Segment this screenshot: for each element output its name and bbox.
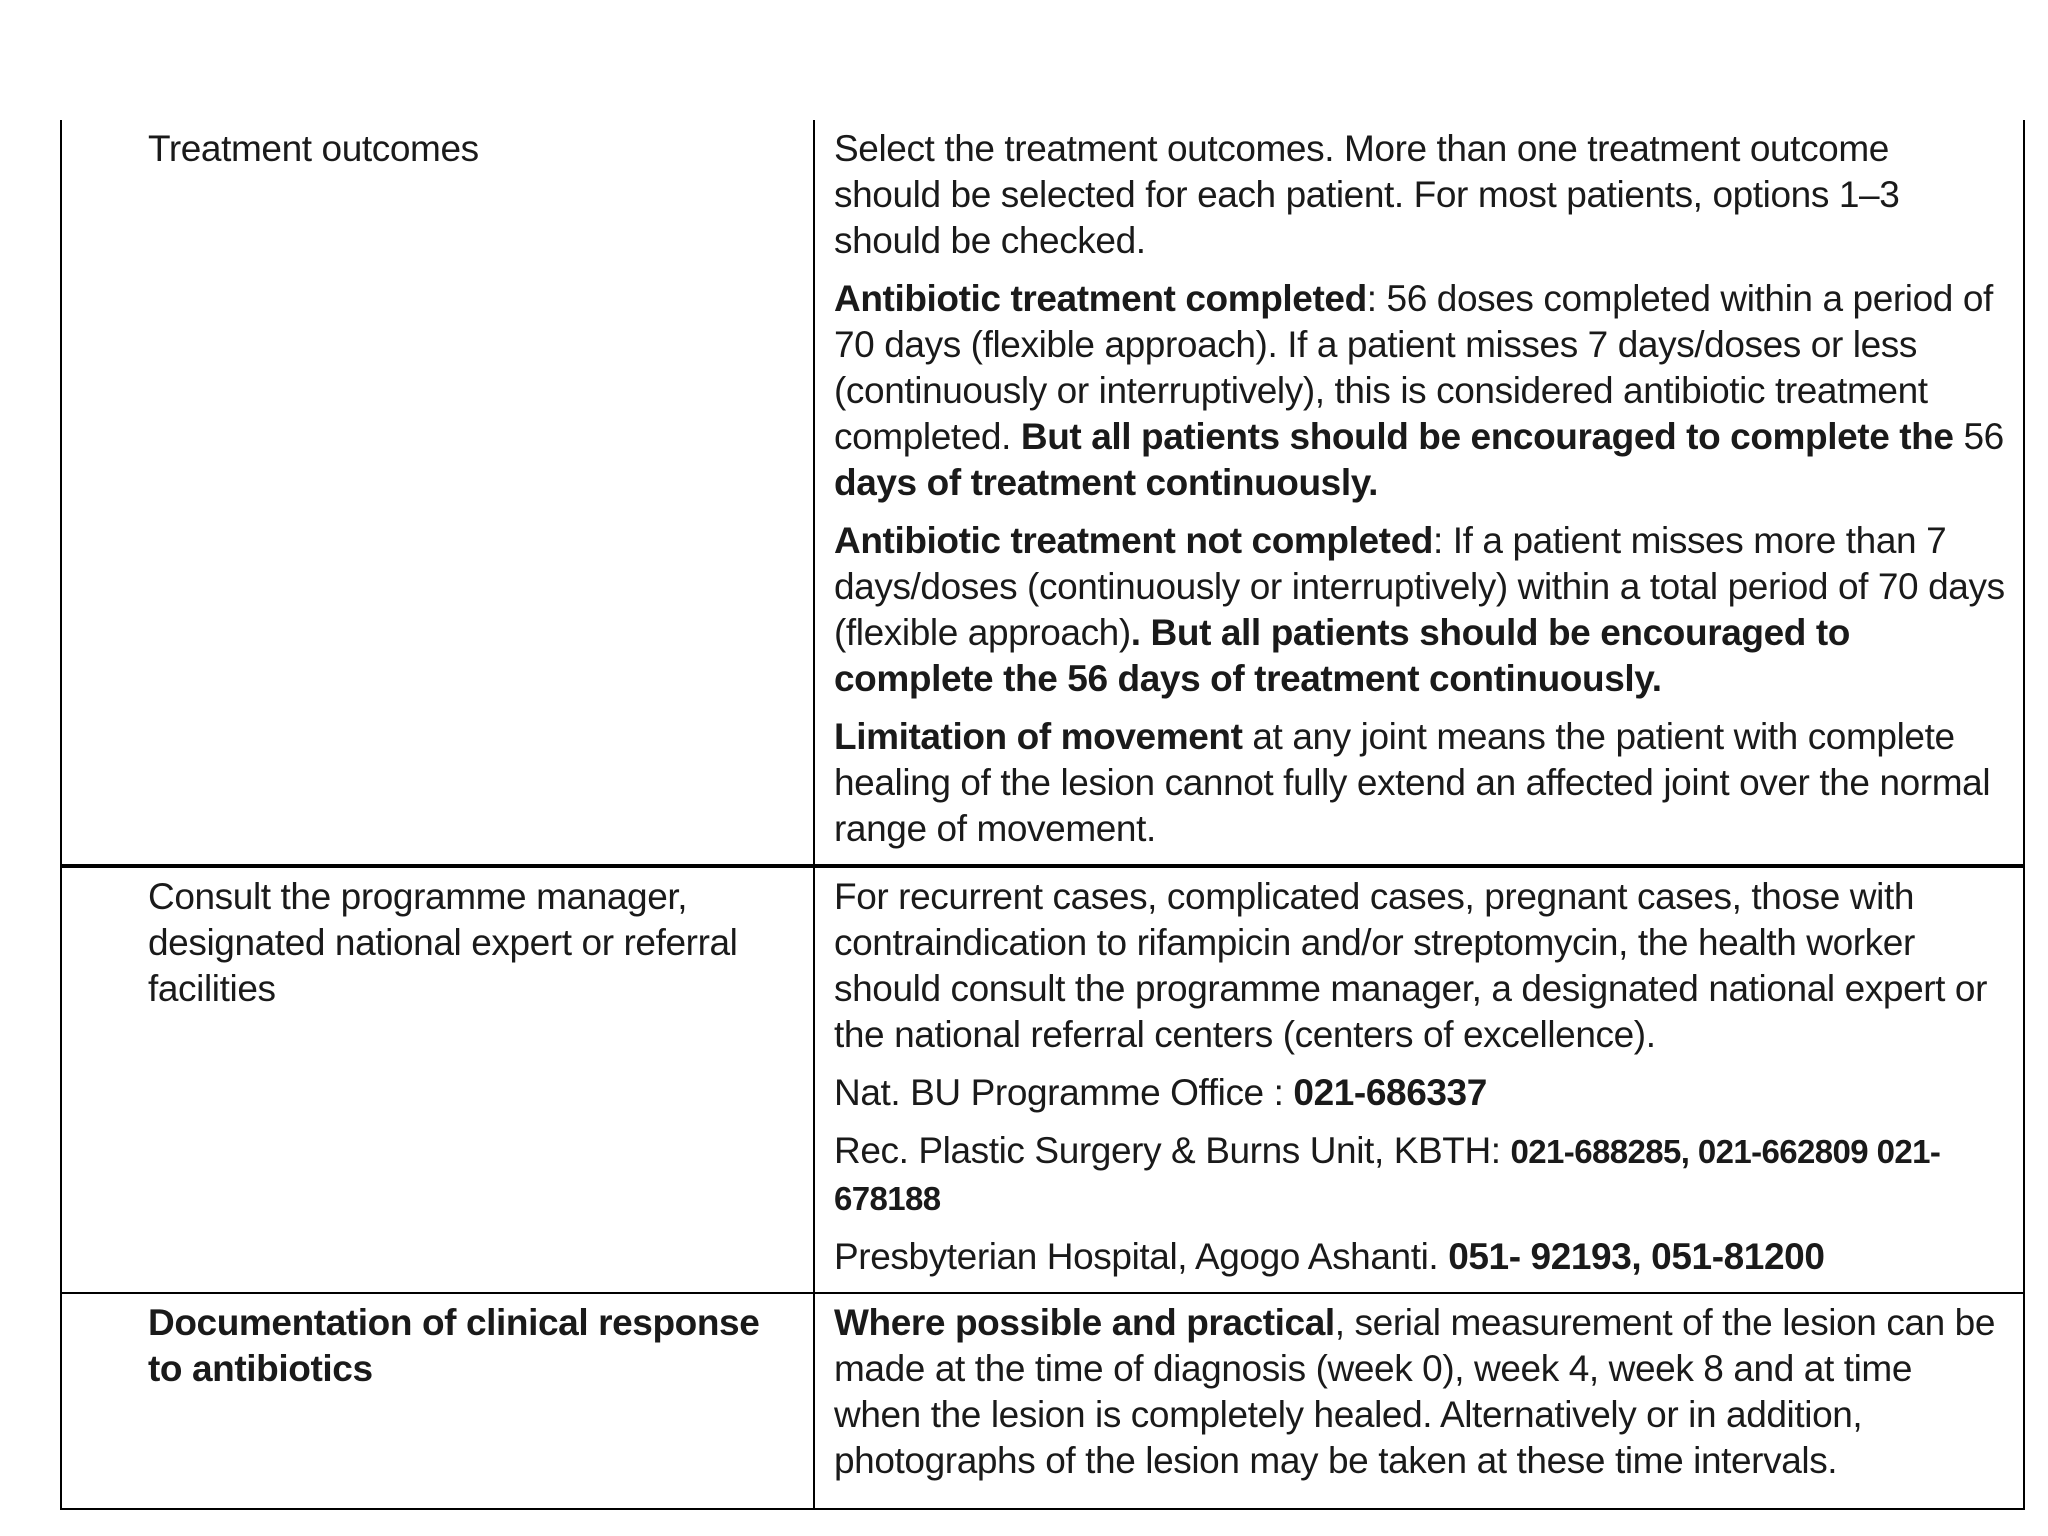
paragraph-text: : If a patient misses more than 7 days/doses (continuously or interruptively) within a total period of 70 days (flexible approach) <box>834 520 2005 653</box>
paragraph-text: at any joint means the patient with complete healing of the lesion cannot fully extend an affected joint over the normal range of movement. <box>834 716 1991 849</box>
contact-line <box>834 1128 2005 1222</box>
emphasis-text: days of treatment continuously. <box>834 462 1379 503</box>
table-row <box>61 1293 2024 1509</box>
paragraph <box>834 126 2005 264</box>
contact-name: Nat. BU Programme Office : <box>834 1072 1294 1113</box>
contact-phones: 021-686337 <box>1293 1072 1487 1113</box>
emphasis-text: . But all patients should be encouraged to complete the 56 days of treatment continuously. <box>834 612 1850 699</box>
contact-phones: 051- 92193, 051-81200 <box>1448 1236 1825 1277</box>
contact-name: Rec. Plastic Surgery & Burns Unit, KBTH: <box>834 1130 1511 1171</box>
contact-phones: 021-688285, 021-662809 021-678188 <box>834 1133 1941 1217</box>
contact-name: Presbyterian Hospital, Agogo Ashanti. <box>834 1236 1449 1277</box>
contact-line <box>834 1070 2005 1116</box>
term-completed: Antibiotic treatment completed <box>834 278 1367 319</box>
paragraph-text: , serial measurement of the lesion can be made at the time of diagnosis (week 0), week 4, week 8 and at time when the lesion is completely healed. Alternatively or in addition, photographs of the lesion may be taken at these time intervals. <box>834 1302 1996 1481</box>
lead-text: Where possible and practical <box>834 1302 1335 1343</box>
contact-line <box>834 1234 2005 1280</box>
emphasis-text: But all patients should be encouraged to complete the <box>1020 416 1964 457</box>
term-limitation: Limitation of movement <box>834 716 1243 757</box>
paragraph-text: Select the treatment outcomes. More than one treatment outcome should be selected for each patient. For most patients, options 1–3 should be checked. <box>834 128 1900 261</box>
row-content-cell <box>814 120 2024 866</box>
paragraph <box>834 874 2005 1058</box>
guideline-table <box>60 120 2025 1510</box>
row-content-cell <box>814 1293 2024 1509</box>
row-label: Documentation of clinical response to antibiotics <box>148 1302 760 1389</box>
row-label-cell <box>61 120 814 866</box>
table-row <box>61 866 2024 1293</box>
row-label-cell <box>61 1293 814 1509</box>
paragraph <box>834 518 2005 702</box>
paragraph <box>834 714 2005 852</box>
emphasis-number: 56 <box>1963 416 2004 457</box>
row-content-cell <box>814 866 2024 1293</box>
paragraph <box>834 276 2005 506</box>
row-label: Treatment outcomes <box>148 128 479 169</box>
term-not-completed: Antibiotic treatment not completed <box>834 520 1433 561</box>
paragraph-text: : 56 doses completed within a period of 70 days (flexible approach). If a patient misses 7 days/doses or less (continuously or interruptively), this is considered antibiotic treatment completed. <box>834 278 1993 457</box>
paragraph-text: For recurrent cases, complicated cases, pregnant cases, those with contraindication to rifampicin and/or streptomycin, the health worker should consult the programme manager, a designated national expert or the national referral centers (centers of excellence). <box>834 876 1988 1055</box>
table-row <box>61 120 2024 866</box>
paragraph <box>834 1300 2005 1484</box>
row-label-cell <box>61 866 814 1293</box>
row-label: Consult the programme manager, designated national expert or referral facilities <box>148 876 738 1009</box>
